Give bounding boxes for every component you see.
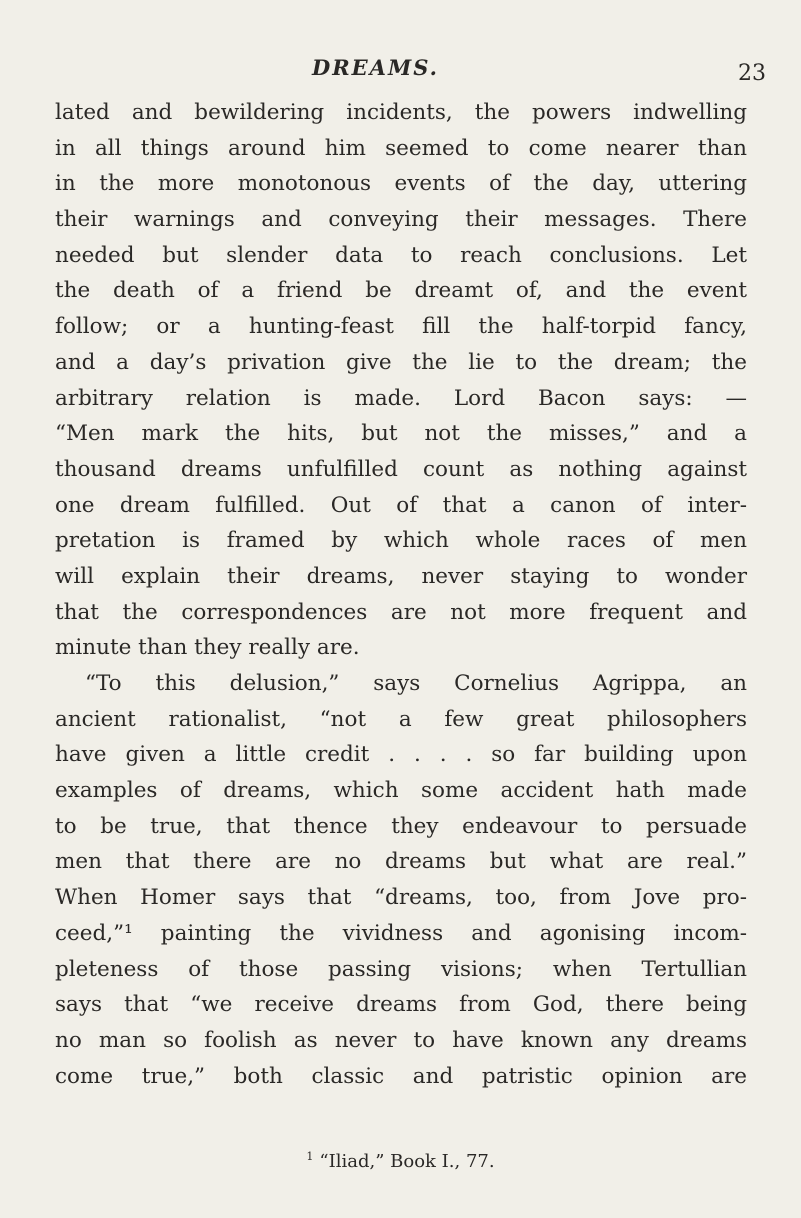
text-line: come true,” both classic and patristic opinion are [55, 1063, 747, 1089]
text-line: to be true, that thence they endeavour to persuade [55, 813, 747, 839]
text-line: pleteness of those passing visions; when Tertullian [55, 956, 747, 982]
text-line: pretation is framed by which whole races of men [55, 528, 747, 554]
text-line: no man so foolish as never to have known any dreams [55, 1027, 747, 1053]
footnote-marker: 1 [306, 1150, 314, 1163]
text-line: follow; or a hunting-feast fill the half-torpid fancy, [55, 314, 747, 340]
text-line: lated and bewildering incidents, the powers indwelling [55, 100, 747, 125]
text-line: and a day’s privation give the lie to the dream; the [55, 349, 747, 375]
text-line: their warnings and conveying their messages. There [55, 207, 747, 233]
body-text [55, 95, 747, 1094]
text-line: examples of dreams, which some accident hath made [55, 778, 747, 804]
text-line: in the more monotonous events of the day, uttering [55, 171, 747, 197]
text-line: will explain their dreams, never staying to wonder [55, 563, 747, 589]
text-line: thousand dreams unfulfilled count as nothing against [55, 456, 747, 482]
text-line: “Men mark the hits, but not the misses,” and a [55, 421, 747, 447]
text-line: “To this delusion,” says Cornelius Agrippa, an [85, 671, 747, 696]
running-head [0, 55, 801, 95]
running-title: DREAMS. [312, 55, 439, 80]
text-line: in all things around him seemed to come nearer than [55, 135, 747, 161]
text-line: arbitrary relation is made. Lord Bacon says: — [55, 385, 747, 411]
text-line: ceed,”¹ painting the vividness and agonising incom- [55, 920, 747, 946]
text-line: have given a little credit . . . . so far building upon [55, 742, 747, 768]
footnote [0, 1150, 801, 1172]
text-line: says that “we receive dreams from God, there being [55, 992, 747, 1018]
text-line: When Homer says that “dreams, too, from Jove pro- [55, 885, 747, 911]
text-line: one dream fulfilled. Out of that a canon of inter- [55, 492, 747, 518]
text-line: ancient rationalist, “not a few great philosophers [55, 706, 747, 732]
text-line: needed but slender data to reach conclusions. Let [55, 242, 747, 268]
text-line: men that there are no dreams but what are real.” [55, 849, 747, 875]
text-line: minute than they really are. [55, 635, 360, 661]
page-number: 23 [738, 61, 766, 86]
text-line: the death of a friend be dreamt of, and the event [55, 278, 747, 304]
footnote-text: “Iliad,” Book I., 77. [319, 1151, 495, 1172]
text-line: that the correspondences are not more frequent and [55, 599, 747, 625]
